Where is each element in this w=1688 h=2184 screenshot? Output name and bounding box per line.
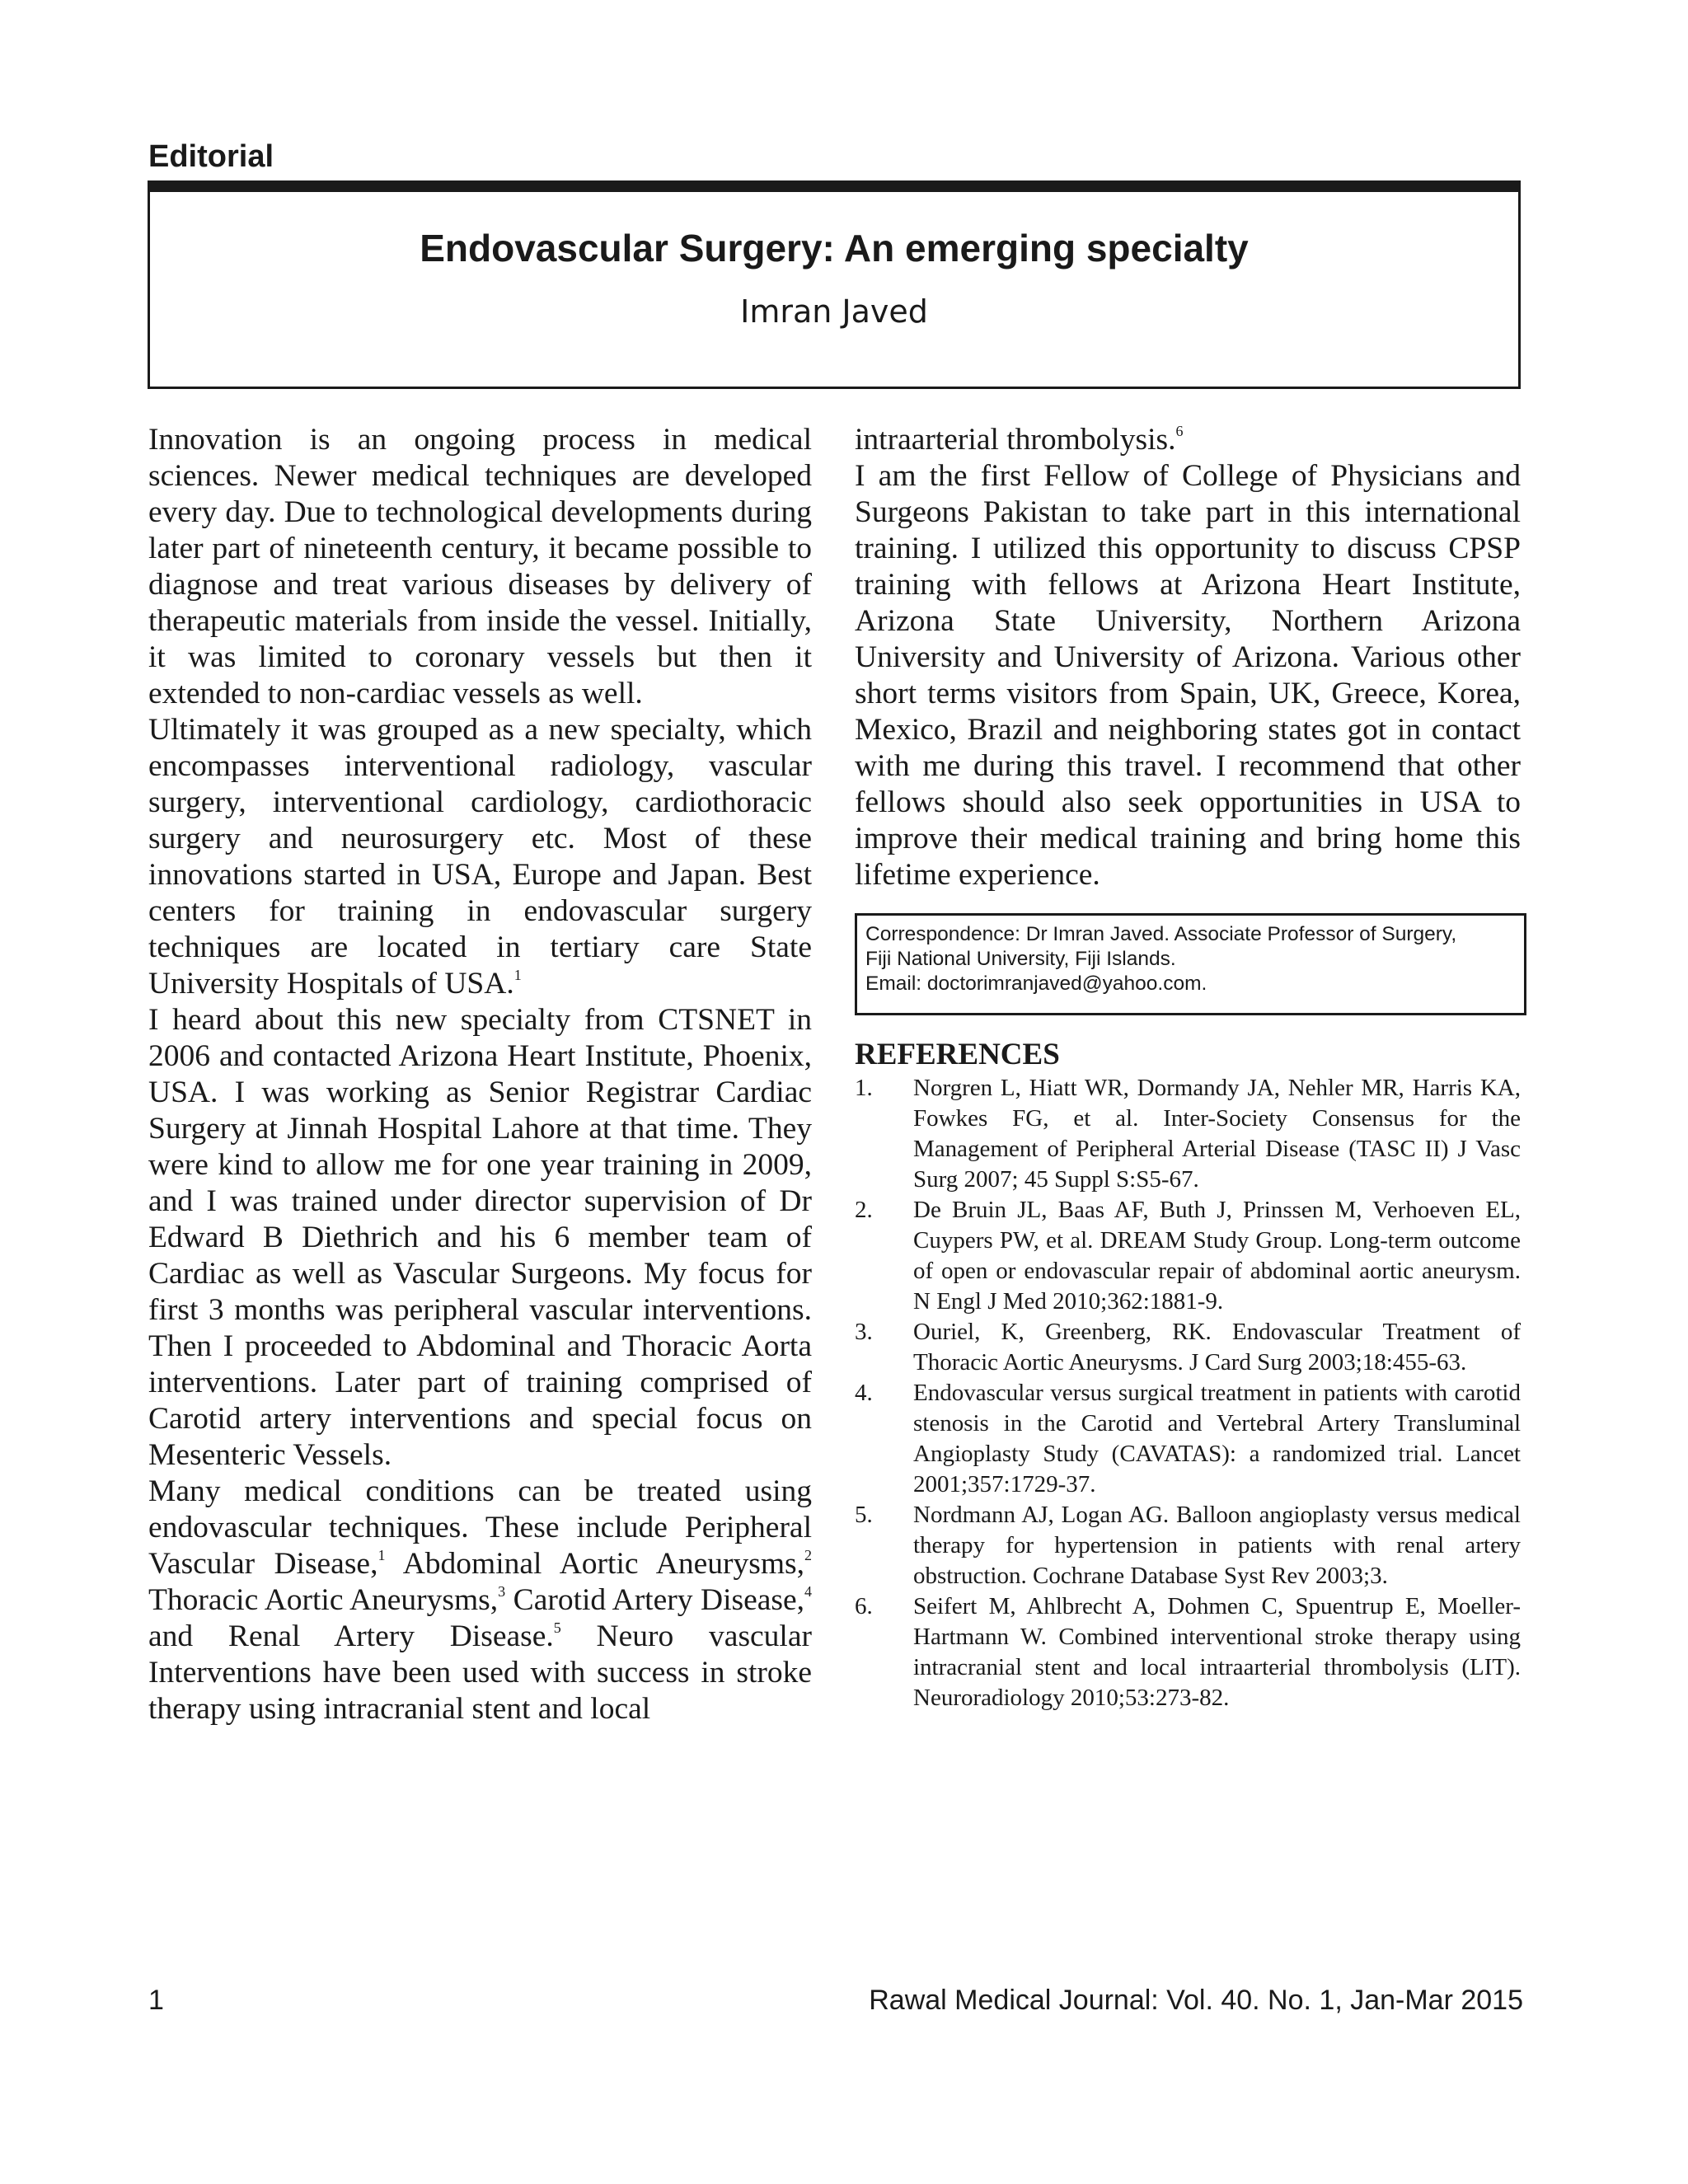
body-paragraph: intraarterial thrombolysis.$^6$ (855, 423, 1184, 457)
reference-number: 2. (855, 1197, 873, 1223)
reference-number: 5. (855, 1502, 873, 1528)
body-paragraph: I heard about this new specialty from CTSNET in 2006 and contacted Arizona Heart Institute, Phoenix, USA. I was working as Senior Registrar Cardiac Surgery at Jinnah Hospital Lahore at that time. They were kind to allow me for one year training in 2009, and I was trained under director supervision of Dr Edward B Diethrich and his 6 member team of Cardiac as well as Vascular Surgeons. My focus for first 3 months was peripheral vascular interventions. Then I proceeded to Abdominal and Thoracic Aorta interventions. Later part of training comprised of Carotid artery interventions and special focus on Mesenteric Vessels. (148, 1003, 812, 1472)
article-title: Endovascular Surgery: An emerging specialty (420, 227, 1249, 269)
citation-superscript: 3 (498, 1583, 506, 1600)
body-paragraph: Innovation is an ongoing process in medical sciences. Newer medical techniques are developed every day. Due to technological developments during later part of nineteenth century, it became possible to diagnose and treat various diseases by delivery of therapeutic materials from inside the vessel. Initially, it was limited to coronary vessels but then it extended to non-cardiac vessels as well. (148, 423, 812, 710)
body-paragraph: I am the first Fellow of College of Physicians and Surgeons Pakistan to take part in this international training. I utilized this opportunity to discuss CPSP training with fellows at Arizona Heart Institute, Arizona State University, Northern Arizona University and University of Arizona. Various other short terms visitors from Spain, UK, Greece, Korea, Mexico, Brazil and neighboring states got in contact with me during this travel. I recommend that other fellows should also seek opportunities in USA to improve their medical training and bring home this lifetime experience. (855, 459, 1521, 892)
reference-item (855, 1500, 1521, 1591)
page-number: 1 (148, 1985, 164, 2016)
citation-superscript: 2 (804, 1547, 812, 1563)
reference-text: Norgren L, Hiatt WR, Dormandy JA, Nehler MR, Harris KA, Fowkes FG, et al. Inter-Society Consensus for the Management of Peripheral Arterial Disease (TASC II) J Vasc Surg 2007; 45 Suppl S:S5-67. (913, 1075, 1521, 1193)
reference-item (855, 1591, 1521, 1713)
title-box (148, 192, 1521, 389)
citation-superscript: 5 (553, 1619, 561, 1636)
body-paragraph: Many medical conditions can be treated using endovascular techniques. These include Peripheral Vascular Disease,$^1$ Abdominal Aortic Aneurysms,$^2$ Thoracic Aortic Aneurysms,$^3$ Carotid Artery Disease,$^4$ and Renal Artery Disease.$^5$ Neuro vascular Interventions have been used with success in stroke therapy using intracranial stent and local (148, 1474, 812, 1726)
reference-text: De Bruin JL, Baas AF, Buth J, Prinssen M, Verhoeven EL, Cuypers PW, et al. DREAM Study Group. Long-term outcome of open or endovascular repair of abdominal aortic aneurysm. N Engl J Med 2010;362:1881-9. (913, 1197, 1521, 1315)
body-paragraph: Ultimately it was grouped as a new specialty, which encompasses interventional radiology, vascular surgery, interventional cardiology, cardiothoracic surgery and neurosurgery etc. Most of these innovations started in USA, Europe and Japan. Best centers for training in endovascular surgery techniques are located in tertiary care State University Hospitals of USA.$^1$ (148, 713, 812, 1001)
reference-number: 6. (855, 1593, 873, 1619)
reference-item (855, 1073, 1521, 1195)
correspondence-line: Fiji National University, Fiji Islands. (865, 948, 1176, 970)
citation-superscript: 1 (377, 1547, 386, 1563)
journal-citation: Rawal Medical Journal: Vol. 40. No. 1, Jan-Mar 2015 (869, 1985, 1523, 2016)
citation-superscript: 4 (804, 1583, 812, 1600)
reference-text: Seifert M, Ahlbrecht A, Dohmen C, Spuentrup E, Moeller-Hartmann W. Combined interventional stroke therapy using intracranial stent and local intraarterial thrombolysis (LIT). Neuroradiology 2010;53:273-82. (913, 1593, 1521, 1711)
reference-item (855, 1195, 1521, 1317)
reference-number: 3. (855, 1319, 873, 1345)
article-author: Imran Javed (740, 293, 928, 330)
reference-text: Ouriel, K, Greenberg, RK. Endovascular Treatment of Thoracic Aortic Aneurysms. J Card Surg 2003;18:455-63. (913, 1319, 1521, 1376)
left-column (148, 422, 812, 1727)
correspondence-email: Email: doctorimranjaved@yahoo.com. (865, 972, 1207, 995)
right-column (855, 422, 1521, 893)
correspondence-line: Correspondence: Dr Imran Javed. Associate Professor of Surgery, (865, 923, 1457, 945)
reference-number: 1. (855, 1075, 873, 1101)
citation-superscript: 1 (513, 967, 522, 983)
reference-text: Endovascular versus surgical treatment in patients with carotid stenosis in the Carotid and Vertebral Artery Transluminal Angioplasty Study (CAVATAS): a randomized trial. Lancet 2001;357:1729-37. (913, 1380, 1521, 1497)
title-top-rule (148, 180, 1521, 192)
references-list (855, 1073, 1521, 1713)
section-label: Editorial (148, 139, 274, 174)
reference-item (855, 1317, 1521, 1378)
correspondence-box (855, 913, 1526, 1015)
reference-text: Nordmann AJ, Logan AG. Balloon angioplasty versus medical therapy for hypertension in patients with renal artery obstruction. Cochrane Database Syst Rev 2003;3. (913, 1502, 1521, 1589)
citation-superscript: 6 (1175, 423, 1184, 439)
reference-number: 4. (855, 1380, 873, 1406)
reference-item (855, 1378, 1521, 1500)
references-heading: REFERENCES (855, 1038, 1060, 1071)
